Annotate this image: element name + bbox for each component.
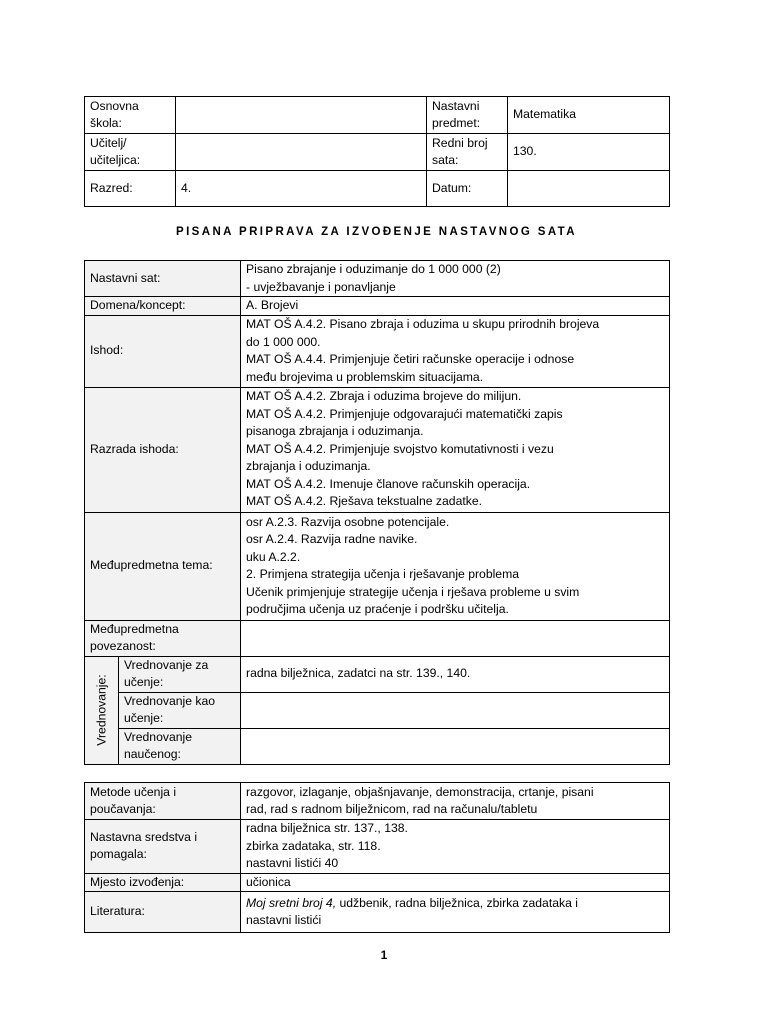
lesson-value[interactable] (241, 261, 670, 297)
literature-line: nastavni listići (246, 913, 322, 927)
teacher-label: Učitelj/ učiteljica: (85, 134, 176, 171)
literature-value[interactable] (241, 892, 670, 933)
literature-rest: udžbenik, radna bilježnica, zbirka zadataka i (336, 895, 578, 910)
grade-value[interactable]: 4. (176, 171, 427, 207)
assessment-for-learning-value[interactable]: radna bilježnica, zadatci na str. 139., 140. (241, 656, 670, 692)
elaboration-line: pisanoga zbrajanja i oduzimanja. (246, 424, 424, 439)
lesson-line: Pisano zbrajanje i oduzimanje do 1 000 000 (2) (246, 262, 501, 276)
cross-curricular-theme-label: Međupredmetna tema: (85, 512, 241, 620)
lesson-label: Nastavni sat: (85, 261, 241, 297)
cross-theme-line: uku A.2.2. (246, 549, 301, 564)
elaboration-line: zbrajanja i oduzimanja. (246, 459, 371, 474)
methods-label: Metode učenja i poučavanja: (85, 783, 241, 820)
aids-line: radna bilježnica str. 137., 138. (246, 821, 408, 835)
cross-theme-line: 2. Primjena strategija učenja i rješavanje problema (246, 567, 520, 581)
lesson-plan-table (84, 260, 670, 765)
teaching-aids-value[interactable] (241, 820, 670, 874)
page-number: 1 (380, 948, 388, 962)
outcome-label: Ishod: (85, 315, 241, 387)
cross-curricular-link-label: Međupredmetna povezanost: (85, 620, 241, 656)
cross-theme-line: osr A.2.3. Razvija osobne potencijale. (246, 514, 450, 529)
methods-line: rad, rad s radnom bilježnicom, rad na računalu/tabletu (246, 802, 538, 816)
literature-label: Literatura: (85, 892, 241, 933)
lesson-number-label: Redni broj sata: (427, 134, 508, 171)
cross-theme-line: Učenik primjenjuje strategije učenja i rješava probleme u svim (246, 584, 580, 599)
school-value[interactable] (176, 97, 427, 134)
domain-label: Domena/koncept: (85, 297, 241, 316)
school-label: Osnovna škola: (85, 97, 176, 134)
outcome-value[interactable] (241, 315, 670, 387)
header-table (84, 96, 670, 207)
lesson-line: - uvježbavanje i ponavljanje (246, 279, 396, 294)
aids-line: zbirka zadataka, str. 118. (246, 838, 381, 853)
literature-line (246, 895, 664, 913)
cross-theme-line: osr A.2.4. Razvija radne navike. (246, 532, 418, 546)
cross-theme-line: područjima učenja uz praćenje i podršku učitelja. (246, 602, 509, 616)
date-label: Datum: (427, 171, 508, 207)
elaboration-line: MAT OŠ A.4.2. Primjenjuje svojstvo komutativnosti i vezu (246, 441, 554, 456)
outcome-line: MAT OŠ A.4.4. Primjenjuje četiri računske operacije i odnose (246, 352, 575, 366)
elaboration-value[interactable] (241, 387, 670, 512)
methods-table (84, 782, 670, 933)
subject-value[interactable]: Matematika (508, 97, 670, 134)
subject-label: Nastavni predmet: (427, 97, 508, 134)
methods-line: razgovor, izlaganje, objašnjavanje, demonstracija, crtanje, pisani (246, 784, 594, 799)
date-value[interactable] (508, 171, 670, 207)
document-title: PISANA PRIPRAVA ZA IZVOĐENJE NASTAVNOG SATA (176, 226, 577, 238)
teaching-aids-label: Nastavna sredstva i pomagala: (85, 820, 241, 874)
cross-curricular-link-value[interactable] (241, 620, 670, 656)
domain-value[interactable]: A. Brojevi (241, 297, 670, 316)
place-value[interactable]: učionica (241, 873, 670, 892)
assessment-for-learning-label: Vrednovanje za učenje: (119, 656, 241, 692)
assessment-of-learning-value[interactable] (241, 728, 670, 764)
elaboration-line: MAT OŠ A.4.2. Primjenjuje odgovarajući matematički zapis (246, 406, 563, 421)
assessment-as-learning-label: Vrednovanje kao učenje: (119, 692, 241, 728)
outcome-line: MAT OŠ A.4.2. Pisano zbraja i oduzima u skupu prirodnih brojeva (246, 317, 600, 331)
elaboration-line: MAT OŠ A.4.2. Zbraja i oduzima brojeve do milijun. (246, 389, 522, 404)
outcome-line: do 1 000 000. (246, 334, 321, 349)
assessment-group-label (85, 656, 119, 764)
assessment-of-learning-label: Vrednovanje naučenog: (119, 728, 241, 764)
elaboration-label: Razrada ishoda: (85, 387, 241, 512)
outcome-line: među brojevima u problemskim situacijama. (246, 369, 484, 384)
place-label: Mjesto izvođenja: (85, 873, 241, 892)
assessment-label: Vrednovanje: (93, 674, 108, 746)
elaboration-line: MAT OŠ A.4.2. Imenuje članove računskih operacija. (246, 476, 531, 491)
elaboration-line: MAT OŠ A.4.2. Rješava tekstualne zadatke. (246, 494, 482, 509)
literature-title: Moj sretni broj 4, (246, 895, 337, 910)
cross-curricular-theme-value[interactable] (241, 512, 670, 620)
methods-value[interactable] (241, 783, 670, 820)
assessment-as-learning-value[interactable] (241, 692, 670, 728)
lesson-number-value[interactable]: 130. (508, 134, 670, 171)
teacher-value[interactable] (176, 134, 427, 171)
grade-label: Razred: (85, 171, 176, 207)
aids-line: nastavni listići 40 (246, 856, 339, 870)
